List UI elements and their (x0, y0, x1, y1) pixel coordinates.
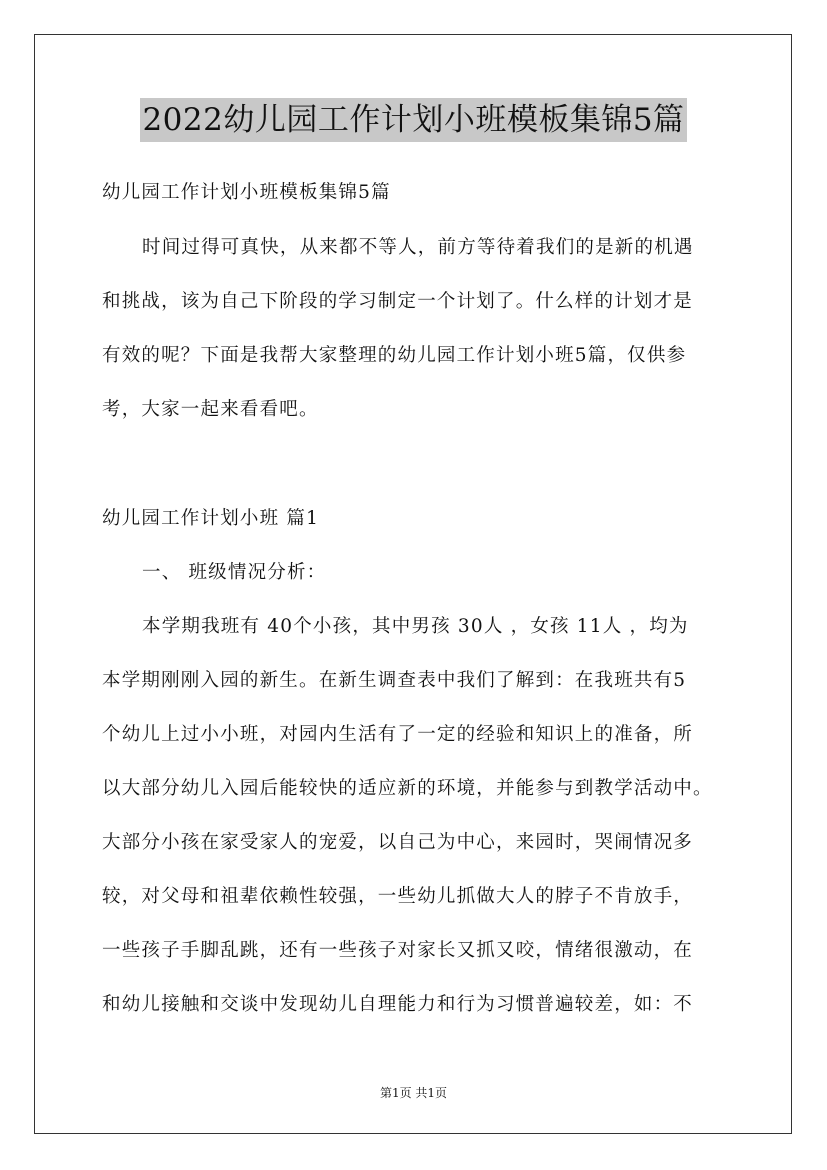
body-line: 一些孩子手脚乱跳，还有一些孩子对家长又抓又咬，情绪很激动，在 (102, 940, 694, 961)
document-subtitle: 幼儿园工作计划小班模板集锦5篇 (102, 182, 391, 203)
intro-line: 和挑战，该为自己下阶段的学习制定一个计划了。什么样的计划才是 (102, 291, 694, 312)
document-title: 2022幼儿园工作计划小班模板集锦5篇 (140, 98, 686, 142)
body-line: 以大部分幼儿入园后能较快的适应新的环境，并能参与到教学活动中。 (102, 778, 713, 799)
intro-line: 有效的呢？下面是我帮大家整理的幼儿园工作计划小班5篇，仅供参 (102, 345, 687, 366)
body-line: 大部分小孩在家受家人的宠爱，以自己为中心，来园时，哭闹情况多 (102, 832, 694, 853)
page-number-footer: 第1页 共1页 (379, 1086, 448, 1100)
subsection-heading: 一、 班级情况分析： (142, 562, 327, 583)
section-heading: 幼儿园工作计划小班 篇1 (102, 508, 320, 529)
body-line: 较，对父母和祖辈依赖性较强，一些幼儿抓做大人的脖子不肯放手， (102, 886, 694, 907)
body-line: 个幼儿上过小小班，对园内生活有了一定的经验和知识上的准备，所 (102, 724, 694, 745)
body-line: 和幼儿接触和交谈中发现幼儿自理能力和行为习惯普遍较差，如：不 (102, 994, 694, 1015)
body-line: 本学期我班有 40个小孩，其中男孩 30人 ，女孩 11人 ，均为 (142, 616, 689, 637)
title-container (0, 98, 827, 142)
intro-line: 考，大家一起来看看吧。 (102, 399, 319, 420)
body-line: 本学期刚刚入园的新生。在新生调查表中我们了解到：在我班共有5 (102, 670, 687, 691)
intro-line: 时间过得可真快，从来都不等人，前方等待着我们的是新的机遇 (142, 237, 694, 258)
